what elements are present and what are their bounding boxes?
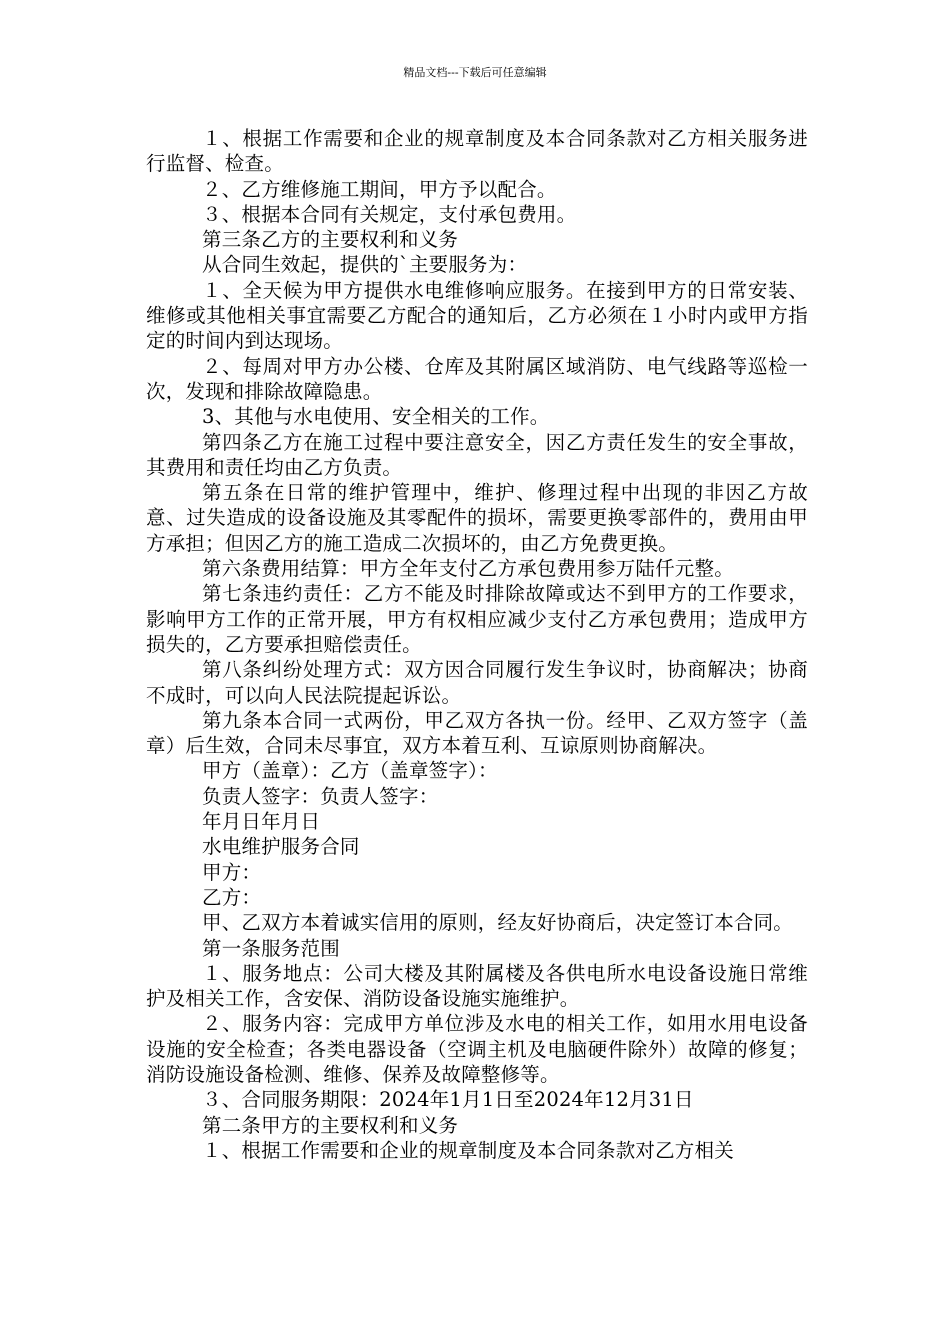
- page-header: 精品文档---下载后可任意编辑: [403, 66, 547, 79]
- section-heading: 第五条在日常的维护管理中，维护、修理过程中出现的非因乙方故意、过失造成的设备设施及其零配件的损坏，需要更换零部件的，费用由甲方承担；但因乙方的施工造成二次损坏的，由乙方免费更换。: [146, 481, 808, 555]
- paragraph: ２、每周对甲方办公楼、仓库及其附属区域消防、电气线路等巡检一次，发现和排除故障隐患。: [146, 354, 808, 403]
- paragraph: ２、服务内容：完成甲方单位涉及水电的相关工作，如用水用电设备设施的安全检查；各类电器设备（空调主机及电脑硬件除外）故障的修复；消防设施设备检测、维修、保养及故障整修等。: [146, 1012, 808, 1086]
- paragraph: 甲、乙双方本着诚实信用的原则，经友好协商后，决定签订本合同。: [202, 911, 794, 935]
- section-heading: 第四条乙方在施工过程中要注意安全，因乙方责任发生的安全事故，其费用和责任均由乙方负责。: [146, 430, 808, 479]
- paragraph: ３、根据本合同有关规定，支付承包费用。: [202, 202, 577, 226]
- contract-title: 水电维护服务合同: [202, 835, 360, 859]
- paragraph: １、服务地点：公司大楼及其附属楼及各供电所水电设备设施日常维护及相关工作，含安保、消防设备设施实施维护。: [146, 961, 808, 1011]
- signature-line: 甲方（盖章）：乙方（盖章签字）：: [202, 759, 498, 783]
- paragraph: １、全天候为甲方提供水电维修响应服务。在接到甲方的日常安装、维修或其他相关事宜需要乙方配合的通知后，乙方必须在１小时内或甲方指定的时间内到达现场。: [146, 278, 808, 353]
- section-heading: 第二条甲方的主要权利和义务: [202, 1113, 459, 1137]
- party-a-line: 甲方：: [202, 860, 262, 884]
- paragraph: 3、其他与水电使用、安全相关的工作。: [202, 405, 550, 429]
- document-body: [146, 126, 808, 1163]
- party-b-line: 乙方：: [202, 885, 262, 909]
- section-heading: 第三条乙方的主要权利和义务: [202, 228, 459, 252]
- section-heading: 第九条本合同一式两份，甲乙双方各执一份。经甲、乙双方签字（盖章）后生效，合同未尽事宜，双方本着互利、互谅原则协商解决。: [146, 708, 808, 758]
- date-line: 年月日年月日: [202, 810, 321, 834]
- section-heading: 第八条纠纷处理方式：双方因合同履行发生争议时，协商解决；协商不成时，可以向人民法院提起诉讼。: [146, 658, 808, 707]
- paragraph: １、根据工作需要和企业的规章制度及本合同条款对乙方相关: [202, 1138, 734, 1162]
- paragraph: １、根据工作需要和企业的规章制度及本合同条款对乙方相关服务进行监督、检查。: [146, 127, 808, 176]
- section-heading: 第一条服务范围: [202, 936, 340, 960]
- paragraph: ２、乙方维修施工期间，甲方予以配合。: [202, 177, 557, 201]
- section-heading: 第七条违约责任：乙方不能及时排除故障或达不到甲方的工作要求，影响甲方工作的正常开展，甲方有权相应减少支付乙方承包费用；造成甲方损失的，乙方要承担赔偿责任。: [146, 582, 808, 656]
- section-heading: 第六条费用结算：甲方全年支付乙方承包费用参万陆仟元整。: [202, 557, 734, 581]
- signature-line: 负责人签字：负责人签字：: [202, 784, 439, 808]
- paragraph: 从合同生效起，提供的`主要服务为：: [202, 253, 528, 277]
- paragraph: ３、合同服务期限：2024年1月1日至2024年12月31日: [202, 1088, 694, 1112]
